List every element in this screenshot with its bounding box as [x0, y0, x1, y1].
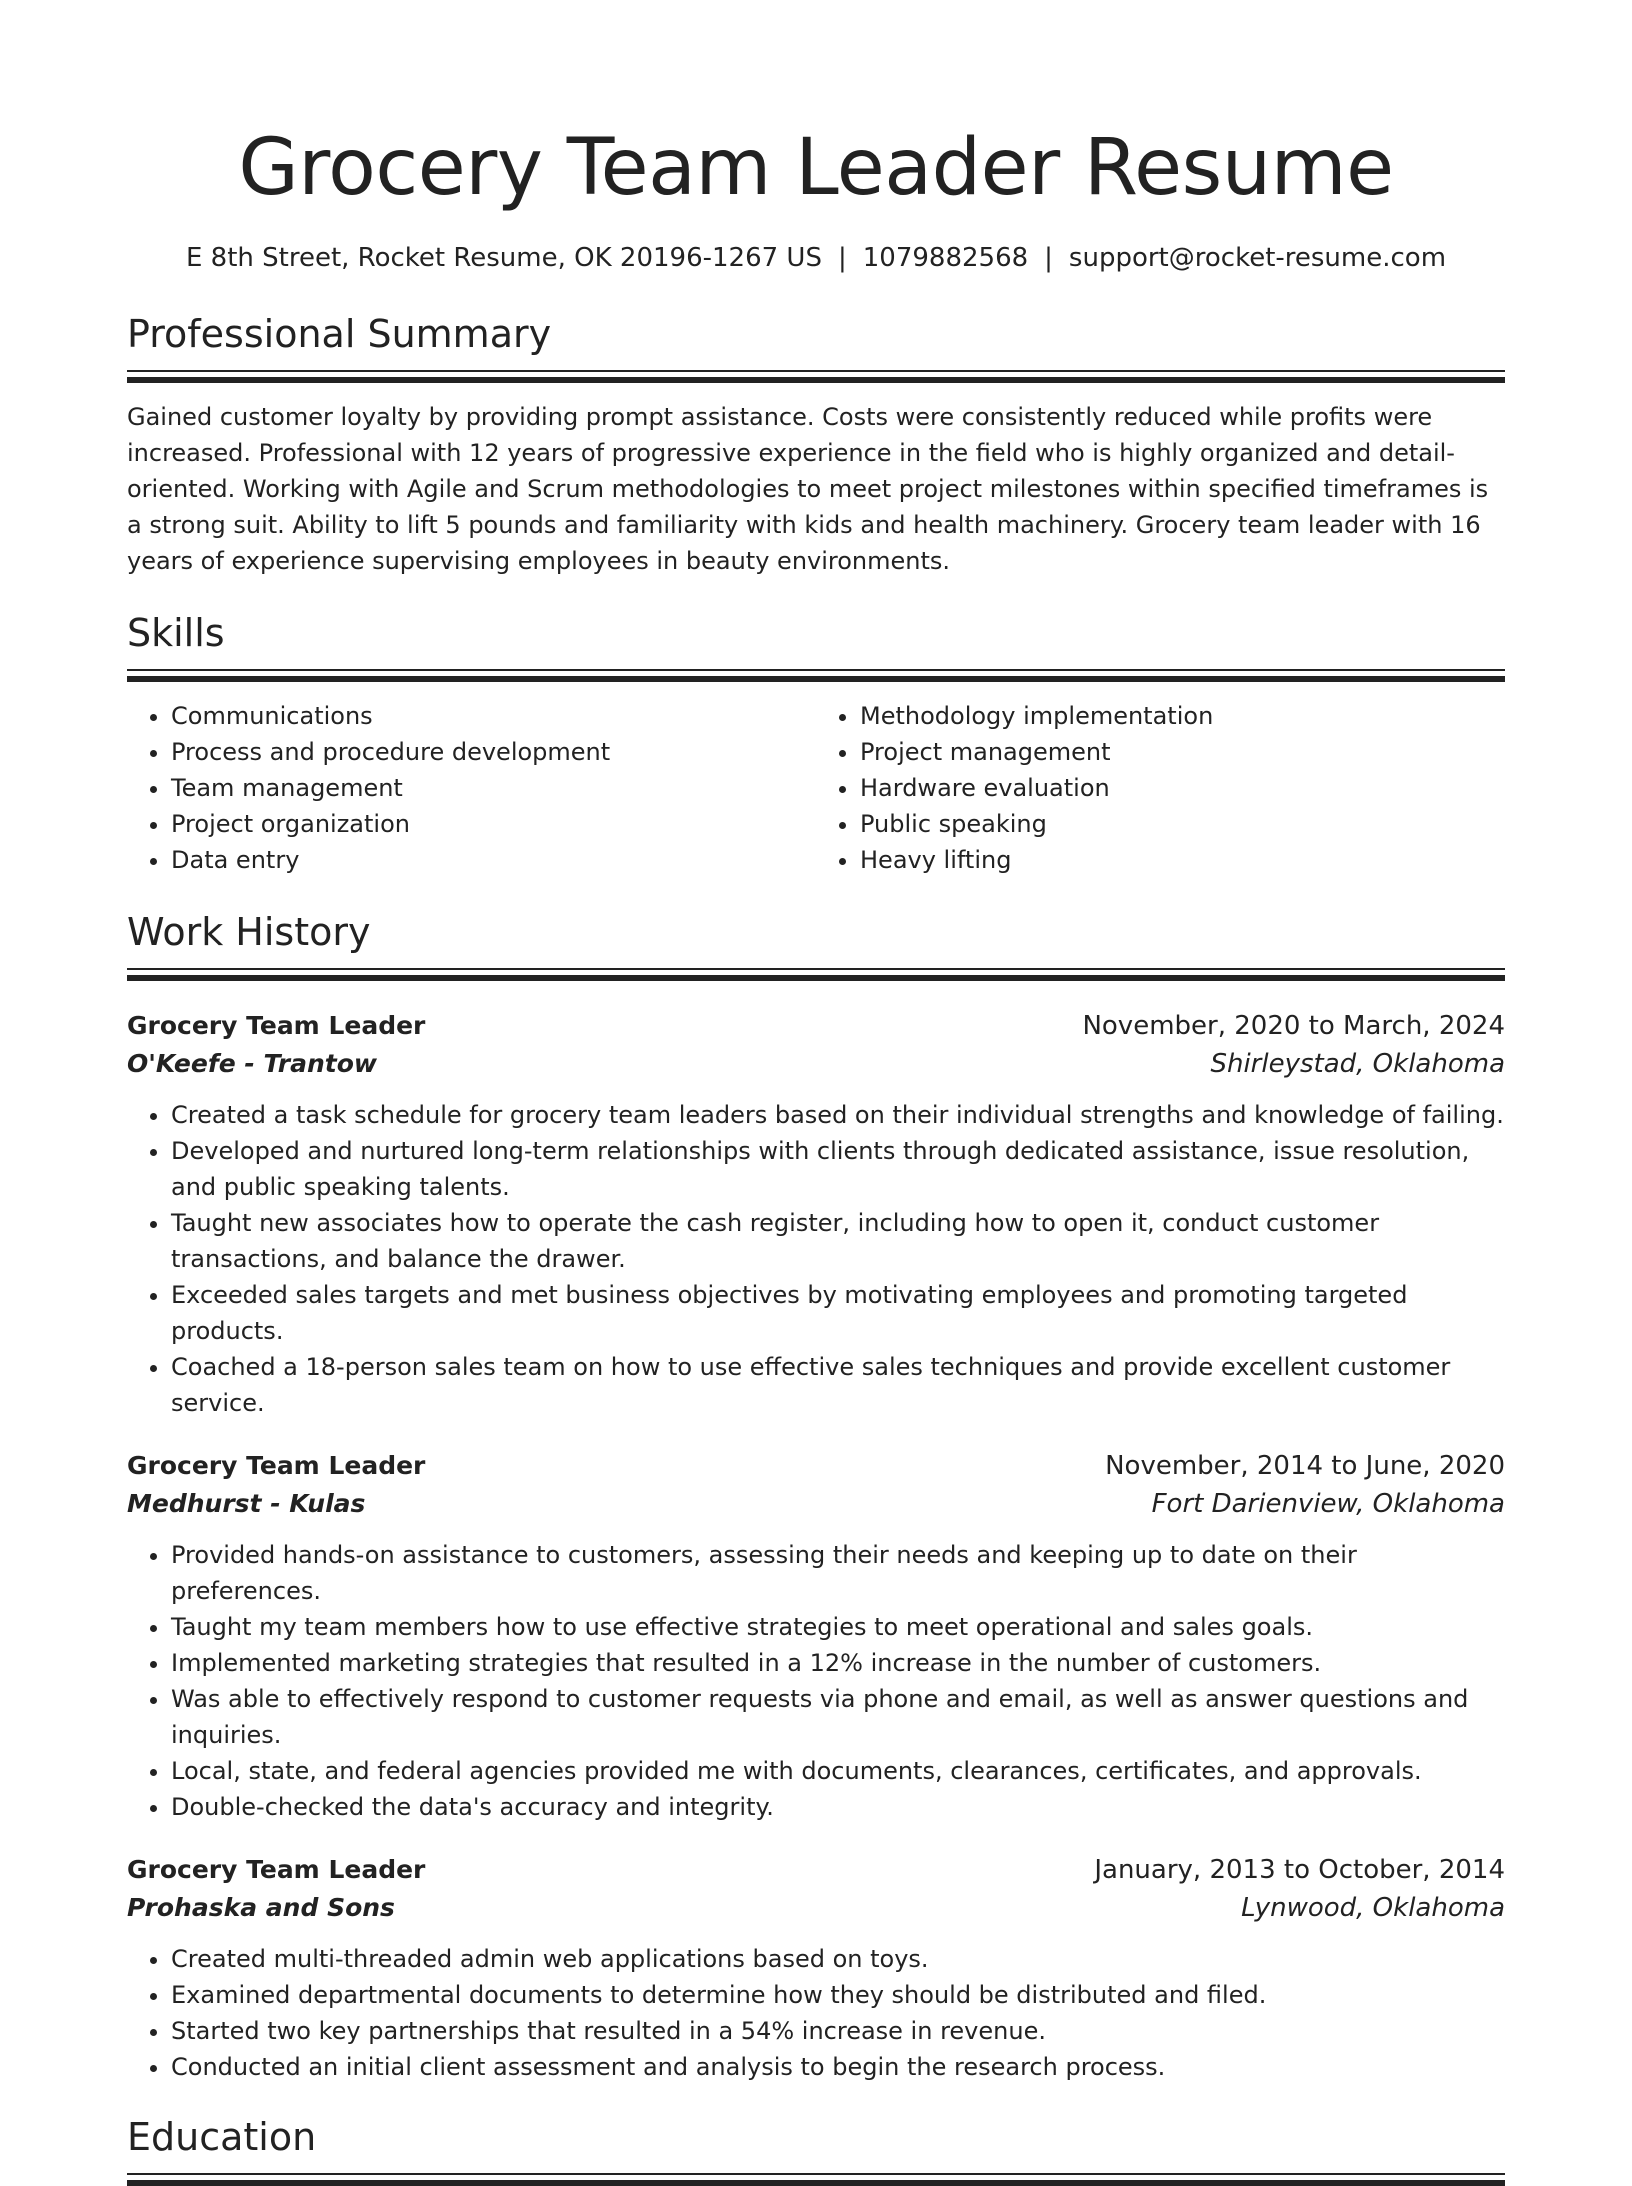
job-dates: November, 2014 to June, 2020 — [1105, 1451, 1505, 1481]
skills-list-left — [127, 698, 816, 878]
section-divider — [127, 968, 1505, 981]
job-bullet: • Created multi-threaded admin web applications based on toys. — [171, 1941, 1505, 1977]
summary-section — [127, 310, 1505, 579]
summary-text: Gained customer loyalty by providing prompt assistance. Costs were consistently reduced while profits were increased. Professional with 12 years of progressive experience in the field who is highly organized and detail-oriented. Working with Agile and Scrum methodologies to meet project milestones within specified timeframes is a strong suit. Ability to lift 5 pounds and familiarity with kids and health machinery. Grocery team leader with 16 years of experience supervising employees in beauty environments. — [127, 403, 1489, 575]
job-bullet: • Implemented marketing strategies that resulted in a 12% increase in the number of customers. — [171, 1645, 1505, 1681]
job-header-row — [127, 1851, 1505, 1889]
skill-item: • Team management — [171, 770, 816, 806]
skills-section — [127, 609, 1505, 878]
skill-item: • Hardware evaluation — [860, 770, 1505, 806]
job-title: Grocery Team Leader — [127, 1855, 426, 1884]
job-bullet: • Was able to effectively respond to customer requests via phone and email, as well as answer questions and inquiries. — [171, 1681, 1505, 1753]
skill-item: • Data entry — [171, 842, 816, 878]
job-entry — [127, 1007, 1505, 1421]
skill-item: • Project management — [860, 734, 1505, 770]
job-company-row — [127, 1889, 1505, 1927]
contact-separator: | — [837, 243, 847, 273]
job-company: Prohaska and Sons — [127, 1893, 395, 1922]
job-dates: November, 2020 to March, 2024 — [1082, 1011, 1505, 1041]
work-history-heading: Work History — [127, 910, 371, 954]
job-header-row — [127, 1007, 1505, 1045]
job-bullet: • Taught my team members how to use effective strategies to meet operational and sales goals. — [171, 1609, 1505, 1645]
job-header-row — [127, 1447, 1505, 1485]
skill-item: • Project organization — [171, 806, 816, 842]
job-location: Shirleystad, Oklahoma — [1210, 1049, 1505, 1079]
job-company-row — [127, 1485, 1505, 1523]
job-bullets — [127, 1941, 1505, 2085]
job-bullets — [127, 1097, 1505, 1421]
job-bullet: • Examined departmental documents to determine how they should be distributed and filed. — [171, 1977, 1505, 2013]
education-section — [127, 2113, 1505, 2186]
section-divider — [127, 2173, 1505, 2186]
work-history-section — [127, 908, 1505, 2085]
skill-item: • Methodology implementation — [860, 698, 1505, 734]
contact-separator: | — [1044, 243, 1053, 273]
job-dates: January, 2013 to October, 2014 — [1094, 1855, 1505, 1885]
job-bullet: • Local, state, and federal agencies provided me with documents, clearances, certificates, and approvals. — [171, 1753, 1505, 1789]
job-bullets — [127, 1537, 1505, 1825]
job-bullet: • Coached a 18-person sales team on how to use effective sales techniques and provide excellent customer service. — [171, 1349, 1505, 1421]
job-company: O'Keefe - Trantow — [127, 1049, 377, 1078]
resume-title: Grocery Team Leader Resume — [238, 123, 1394, 213]
job-entry — [127, 1447, 1505, 1825]
job-bullet: • Double-checked the data's accuracy and integrity. — [171, 1789, 1505, 1825]
skill-item: • Communications — [171, 698, 816, 734]
skill-item: • Public speaking — [860, 806, 1505, 842]
job-company: Medhurst - Kulas — [127, 1489, 366, 1518]
job-bullet: • Started two key partnerships that resulted in a 54% increase in revenue. — [171, 2013, 1505, 2049]
skills-columns — [127, 698, 1505, 878]
section-divider — [127, 370, 1505, 383]
job-title: Grocery Team Leader — [127, 1011, 426, 1040]
job-bullet: • Taught new associates how to operate the cash register, including how to open it, conduct customer transactions, and balance the drawer. — [171, 1205, 1505, 1277]
job-location: Fort Darienview, Oklahoma — [1151, 1489, 1505, 1519]
skill-item: • Heavy lifting — [860, 842, 1505, 878]
skills-heading: Skills — [127, 611, 225, 655]
contact-email: support@rocket-resume.com — [1068, 243, 1447, 273]
job-location: Lynwood, Oklahoma — [1241, 1893, 1505, 1923]
contact-phone: 1079882568 — [862, 243, 1029, 273]
summary-heading: Professional Summary — [127, 312, 552, 356]
job-entry — [127, 1851, 1505, 2085]
job-title: Grocery Team Leader — [127, 1451, 426, 1480]
education-heading: Education — [127, 2115, 317, 2159]
contact-line — [127, 240, 1505, 276]
skills-list-right — [816, 698, 1505, 878]
job-company-row — [127, 1045, 1505, 1083]
job-bullet: • Exceeded sales targets and met business objectives by motivating employees and promoting targeted products. — [171, 1277, 1505, 1349]
contact-address: E 8th Street, Rocket Resume, OK 20196-1267 US — [185, 243, 822, 273]
job-bullet: • Created a task schedule for grocery team leaders based on their individual strengths and knowledge of failing. — [171, 1097, 1505, 1133]
job-bullet: • Provided hands-on assistance to customers, assessing their needs and keeping up to date on their preferences. — [171, 1537, 1505, 1609]
job-bullet: • Conducted an initial client assessment and analysis to begin the research process. — [171, 2049, 1505, 2085]
job-bullet: • Developed and nurtured long-term relationships with clients through dedicated assistance, issue resolution, and public speaking talents. — [171, 1133, 1505, 1205]
skill-item: • Process and procedure development — [171, 734, 816, 770]
section-divider — [127, 669, 1505, 682]
